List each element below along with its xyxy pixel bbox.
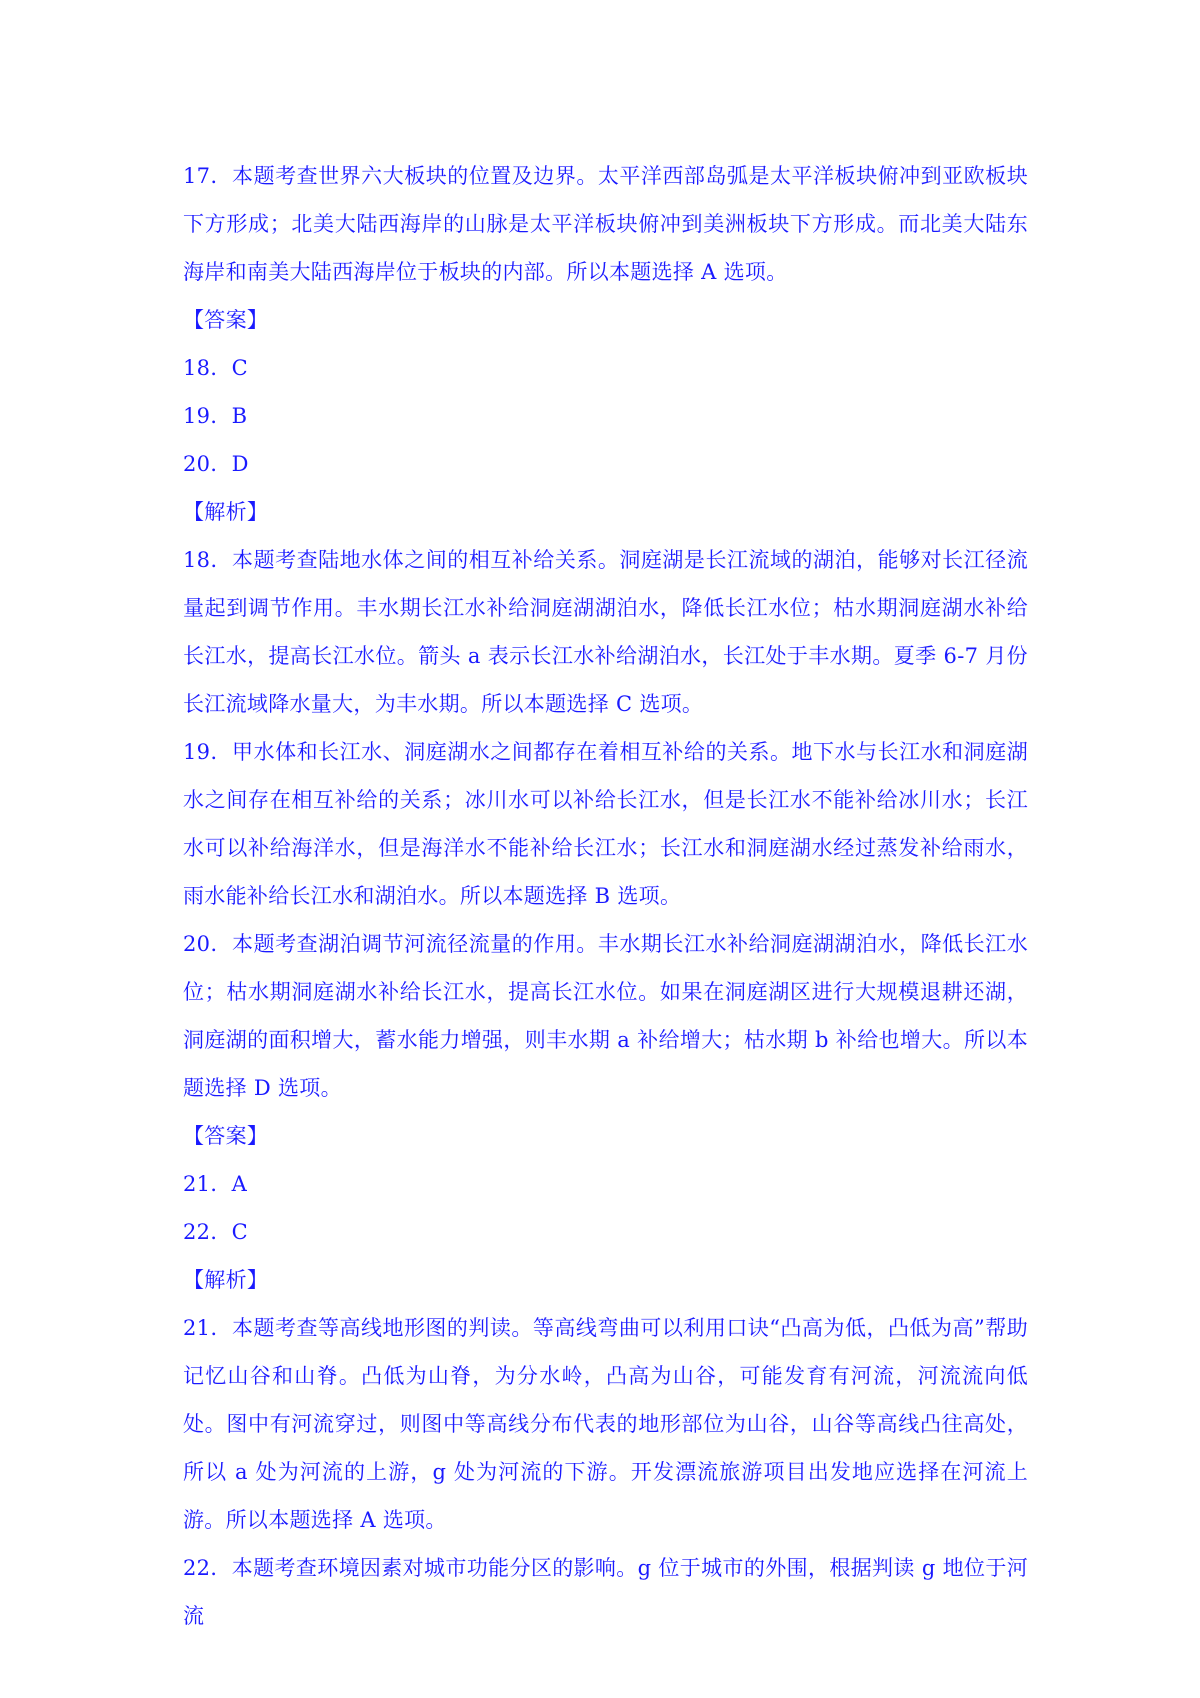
answer-heading: 【答案】 (183, 1124, 269, 1148)
explanation-21: 21．本题考查等高线地形图的判读。等高线弯曲可以利用口诀“凸高为低，凸低为高”帮助记忆山谷和山脊。凸低为山脊，为分水岭，凸高为山谷，可能发育有河流，河流流向低处。图中有河流穿过，则图中等高线分布代表的地形部位为山谷，山谷等高线凸往高处，所以 a 处为河流的上游，g 处为河流的下游。开发漂流旅游项目出发地应选择在河流上游。所以本题选择 A 选项。 (183, 1316, 1028, 1532)
answer-18: 18．C (183, 356, 248, 380)
explanation-18: 18．本题考查陆地水体之间的相互补给关系。洞庭湖是长江流域的湖泊，能够对长江径流量起到调节作用。丰水期长江水补给洞庭湖湖泊水，降低长江水位；枯水期洞庭湖水补给长江水，提高长江水位。箭头 a 表示长江水补给湖泊水，长江处于丰水期。夏季 6-7 月份长江流域降水量大，为丰水期。所以本题选择 C 选项。 (183, 548, 1028, 716)
explanation-20: 20．本题考查湖泊调节河流径流量的作用。丰水期长江水补给洞庭湖湖泊水，降低长江水位；枯水期洞庭湖水补给长江水，提高长江水位。如果在洞庭湖区进行大规模退耕还湖，洞庭湖的面积增大，蓄水能力增强，则丰水期 a 补给增大；枯水期 b 补给也增大。所以本题选择 D 选项。 (183, 932, 1028, 1100)
answer-21: 21．A (183, 1172, 248, 1196)
answer-19: 19．B (183, 404, 248, 428)
explanation-22: 22．本题考查环境因素对城市功能分区的影响。g 位于城市的外围，根据判读 g 地位于河流 (183, 1556, 1028, 1628)
answer-20: 20．D (183, 452, 249, 476)
analysis-heading: 【解析】 (183, 1268, 269, 1292)
answer-22: 22．C (183, 1220, 248, 1244)
document-body (183, 152, 1028, 1640)
analysis-heading: 【解析】 (183, 500, 269, 524)
explanation-17: 17．本题考查世界六大板块的位置及边界。太平洋西部岛弧是太平洋板块俯冲到亚欧板块下方形成；北美大陆西海岸的山脉是太平洋板块俯冲到美洲板块下方形成。而北美大陆东海岸和南美大陆西海岸位于板块的内部。所以本题选择 A 选项。 (183, 164, 1028, 284)
explanation-19: 19．甲水体和长江水、洞庭湖水之间都存在着相互补给的关系。地下水与长江水和洞庭湖水之间存在相互补给的关系；冰川水可以补给长江水，但是长江水不能补给冰川水；长江水可以补给海洋水，但是海洋水不能补给长江水；长江水和洞庭湖水经过蒸发补给雨水，雨水能补给长江水和湖泊水。所以本题选择 B 选项。 (183, 740, 1028, 908)
answer-heading: 【答案】 (183, 308, 269, 332)
